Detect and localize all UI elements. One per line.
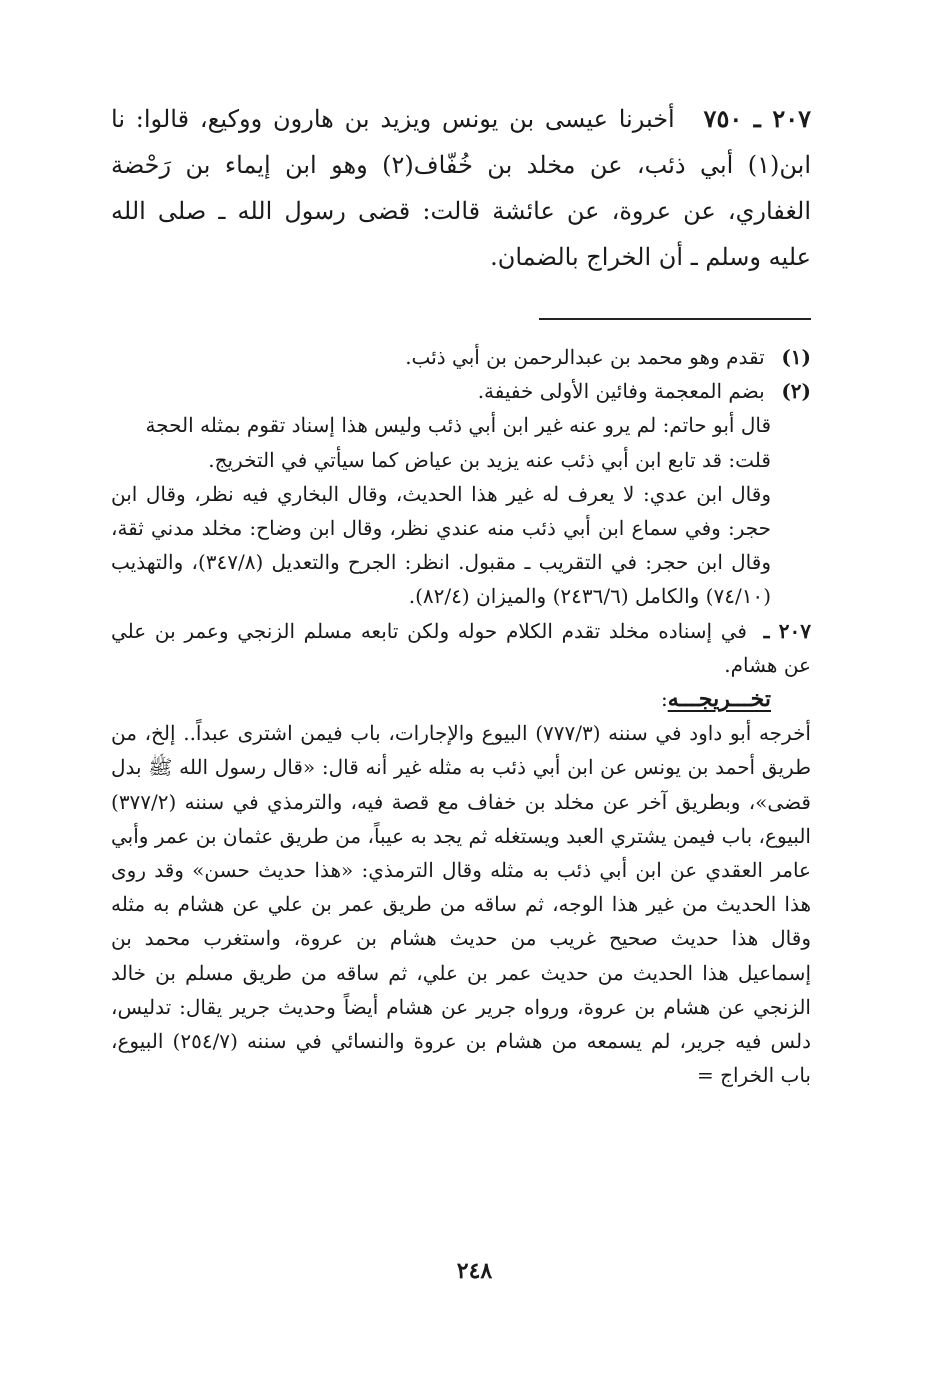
footnote-divider — [539, 318, 811, 320]
isnad-note-number: ٢٠٧ ـ — [763, 618, 812, 643]
hadith-number: ٢٠٧ ـ ٧٥٠ — [703, 104, 812, 133]
footnote-1-text: تقدم وهو محمد بن عبدالرحمن بن أبي ذئب. — [405, 345, 765, 369]
takhrij-heading-colon: : — [660, 687, 668, 712]
hadith-text-block — [111, 96, 811, 280]
footnote-1 — [111, 340, 811, 374]
note-paragraph-abu-hatim: قال أبو حاتم: لم يرو عنه غير ابن أبي ذئب وليس هذا إسناد تقوم بمثله الحجة — [145, 413, 771, 438]
isnad-note — [111, 614, 811, 682]
footnote-1-mark: (١) — [781, 345, 811, 369]
hadith-text: أخبرنا عيسى بن يونس ويزيد بن هارون ووكيع، قالوا: نا ابن(١) أبي ذئب، عن مخلد بن خُفّاف(٢) وهو ابن إيماء بن رَحْضة الغفاري، عن عروة، عن عائشة قالت: قضى رسول الله ـ صلى الله عليه وسلم ـ أن الخراج بالضمان. — [111, 105, 811, 271]
note-paragraph-ibn-adi: وقال ابن عدي: لا يعرف له غير هذا الحديث، وقال البخاري فيه نظر، وقال ابن حجر: وفي سماع ابن أبي ذئب منه عندي نظر، وقال ابن وضاح: مخلد مدني ثقة، وقال ابن حجر: في التقريب ـ مقبول. انظر: الجرح والتعديل (٣٤٧/٨)، والتهذيب (٧٤/١٠) والكامل (٢٤٣٦/٦) والميزان (٨٢/٤). — [111, 481, 771, 609]
takhrij-heading-line — [111, 682, 811, 716]
isnad-note-text: في إسناده مخلد تقدم الكلام حوله ولكن تابعه مسلم الزنجي وعمر بن علي عن هشام. — [111, 618, 811, 677]
note-paragraph-qultu: قلت: قد تابع ابن أبي ذئب عنه يزيد بن عياض كما سيأتي في التخريج. — [208, 447, 771, 472]
takhrij-heading: تخـــريجـــه — [667, 686, 771, 713]
notes-section — [111, 340, 811, 1092]
footnote-2-mark: (٢) — [781, 379, 811, 404]
footnote-2-text: بضم المعجمة وفائين الأولى خفيفة. — [477, 379, 765, 404]
footnote-2 — [111, 374, 811, 408]
takhrij-text: أخرجه أبو داود في سننه (٧٧٧/٣) البيوع والإجارات، باب فيمن اشترى عبداً.. إلخ، من طريق أحمد بن يونس عن ابن أبي ذئب به مثله غير أنه قال: «قال رسول الله ﷺ بدل قضى»، وبطريق آخر عن مخلد بن خفاف مع قصة فيه، والترمذي في سننه (٣٧٧/٢) البيوع، باب فيمن يشتري العبد ويستغله ثم يجد به عيباً، من طريق عثمان بن عمر وأبي عامر العقدي عن ابن أبي ذئب به مثله وقال الترمذي: «هذا حديث حسن» وقد روى هذا الحديث من غير هذا الوجه، ثم ساقه من طريق عمر بن علي عن هشام به مثله وقال هذا حديث صحيح غريب من حديث هشام بن عروة، واستغرب محمد بن إسماعيل هذا الحديث من حديث عمر بن علي، ثم ساقه من طريق مسلم بن خالد الزنجي عن هشام بن عروة، ورواه جرير عن هشام أيضاً وحديث جرير يقال: تدليس، دلس فيه جرير، لم يسمعه من هشام بن عروة والنسائي في سننه (٢٥٤/٧) البيوع، باب الخراج = — [111, 721, 811, 1088]
page-number: ٢٤٨ — [456, 1258, 493, 1284]
